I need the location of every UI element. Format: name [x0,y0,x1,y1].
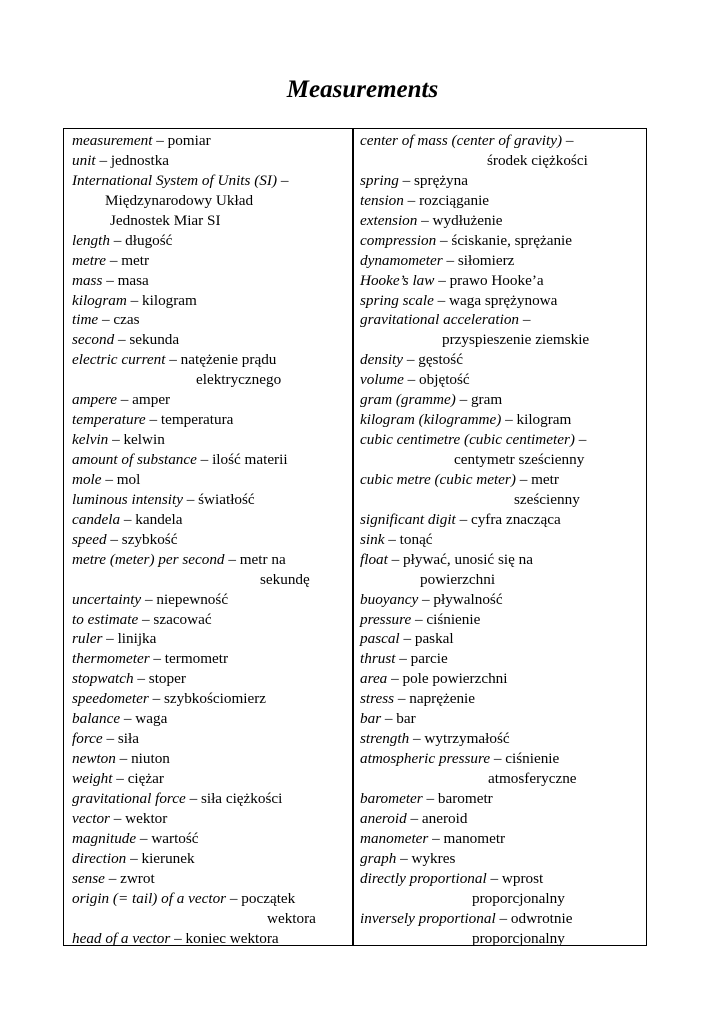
vocab-line [72,849,348,869]
english-term: metre (meter) per second [72,550,225,568]
right-column [360,131,642,948]
english-term: barometer [360,789,423,807]
polish-translation: – ilość materii [196,451,288,468]
polish-translation: proporcjonalny [472,929,565,947]
english-term: origin (= tail) of a vector [72,889,227,907]
vocab-line [72,729,348,749]
english-term: thrust [360,650,396,668]
english-term: cubic centimetre (cubic centimeter) [360,431,575,449]
polish-translation: – sekunda [114,331,180,349]
polish-translation: – koniec wektora [170,929,279,947]
polish-translation: – gram [455,391,503,409]
polish-translation: centymetr sześcienny [454,451,585,468]
english-term: magnitude [72,829,137,847]
english-term: inversely proportional [360,909,496,927]
vocab-line [72,390,348,410]
vocab-line [72,211,348,231]
english-term: tension [360,191,404,209]
vocab-line [72,510,348,530]
vocab-line [360,450,642,470]
english-term: Hooke’s law [360,271,435,289]
polish-translation: – pływalność [418,590,503,608]
english-term: mole [72,470,102,488]
polish-translation: sześcienny [514,490,580,508]
english-term: gram (gramme) [360,391,456,409]
polish-translation: – [574,431,587,449]
vocab-line [360,729,642,749]
polish-translation: – długość [109,231,173,249]
english-term: kelvin [72,431,109,449]
vocab-line [360,689,642,709]
polish-translation: – [277,171,289,189]
vocab-line [360,490,642,510]
vocab-line [360,649,642,669]
polish-translation: – zwrot [104,869,155,887]
vocab-line [72,131,348,151]
english-term: length [72,231,110,249]
vocab-line [360,350,642,370]
english-term: gravitational force [72,789,186,807]
polish-translation: – czas [98,311,140,329]
polish-translation: – cyfra znacząca [455,510,561,528]
english-term: graph [360,849,397,867]
english-term: spring [360,171,399,189]
vocab-line [360,789,642,809]
polish-translation: – jednostka [95,151,170,169]
polish-translation: – pole powierzchni [387,670,508,688]
vocab-line [72,330,348,350]
polish-translation: – paskal [399,630,454,648]
english-term: sink [360,530,385,548]
polish-translation: sekundę [260,570,310,588]
english-term: bar [360,710,382,728]
polish-translation: – metr na [224,550,286,568]
vocab-line [360,231,642,251]
vocab-line [360,809,642,829]
polish-translation: – objętość [403,371,470,389]
english-term: second [72,331,115,349]
vocab-line [72,530,348,550]
polish-translation: Jednostek Miar SI [110,211,221,229]
english-term: density [360,351,404,369]
english-term: measurement [72,132,153,149]
vocab-line [72,550,348,570]
vocab-line [72,929,348,949]
polish-translation: – pomiar [152,132,211,149]
vocab-line [72,470,348,490]
english-term: kilogram [72,291,127,309]
english-term: gravitational acceleration [360,311,520,329]
vocab-line [360,629,642,649]
vocab-line [360,370,642,390]
vocab-line [360,310,642,330]
polish-translation: – parcie [395,650,448,668]
polish-translation: – manometr [428,829,506,847]
english-term: pascal [360,630,400,648]
vocab-line [72,809,348,829]
english-term: ampere [72,391,117,409]
vocab-line [72,410,348,430]
vocab-line [360,211,642,231]
vocab-line [360,171,642,191]
polish-translation: – natężenie prądu [165,351,277,369]
english-term: speedometer [72,690,149,708]
polish-translation: – kierunek [126,849,195,867]
english-term: directly proportional [360,869,487,887]
english-term: buoyancy [360,590,419,608]
polish-translation: – szybkościomierz [148,690,267,708]
english-term: amount of substance [72,451,197,468]
polish-translation: – amper [116,391,171,409]
polish-translation: – stoper [133,670,186,688]
vocab-line [72,669,348,689]
polish-translation: proporcjonalny [472,889,565,907]
vocabulary-table [63,128,647,946]
vocab-line [360,849,642,869]
polish-translation: – prawo Hooke’a [434,271,544,289]
polish-translation: Międzynarodowy Układ [105,191,254,209]
vocab-line [72,191,348,211]
english-term: center of mass (center of gravity) [360,132,563,149]
polish-translation: – temperatura [145,411,234,429]
english-term: temperature [72,411,146,429]
english-term: strength [360,730,410,748]
vocab-line [72,649,348,669]
vocab-line [72,350,348,370]
english-term: time [72,311,99,329]
polish-translation: – metr [515,470,559,488]
polish-translation: środek ciężkości [487,151,588,169]
vocab-line [72,310,348,330]
english-term: aneroid [360,809,407,827]
polish-translation: – ściskanie, sprężanie [436,231,573,249]
english-term: force [72,730,103,748]
page-title: Measurements [286,76,439,103]
polish-translation: – mol [101,470,141,488]
polish-translation: – rozciąganie [403,191,490,209]
polish-translation: – sprężyna [398,171,468,189]
polish-translation: powierzchni [420,570,496,588]
english-term: head of a vector [72,929,171,947]
polish-translation: – ciśnienie [411,610,481,628]
vocab-line [72,570,348,590]
vocab-line [72,689,348,709]
vocab-line [72,450,348,470]
english-term: ruler [72,630,103,648]
polish-translation: – wykres [396,849,456,867]
polish-translation: – linijka [102,630,157,648]
vocab-line [360,929,642,949]
vocab-line [360,470,642,490]
english-term: International System of Units (SI) [72,171,278,189]
english-term: sense [72,869,105,887]
polish-translation: – naprężenie [394,690,475,708]
polish-translation: – kilogram [126,291,197,309]
vocab-line [360,709,642,729]
vocab-line [72,789,348,809]
vocab-line [72,271,348,291]
vocab-line [360,530,642,550]
polish-translation: – metr [106,251,150,269]
english-term: mass [72,271,103,289]
vocab-line [72,629,348,649]
vocab-line [72,231,348,251]
vocab-line [72,151,348,171]
english-term: atmospheric pressure [360,750,491,768]
polish-translation: – wydłużenie [417,211,503,229]
vocab-line [72,251,348,271]
vocab-line [360,251,642,271]
polish-translation: – wartość [136,829,199,847]
polish-translation: – kilogram [501,411,572,429]
polish-translation: – siła [102,730,139,748]
english-term: volume [360,371,404,389]
english-term: pressure [360,610,412,628]
vocab-line [360,131,642,151]
vocab-line [72,490,348,510]
vocab-line [360,570,642,590]
vocab-line [360,749,642,769]
polish-translation: – barometr [422,789,493,807]
english-term: metre [72,251,107,269]
english-term: to estimate [72,610,139,628]
vocab-line [360,909,642,929]
polish-translation: – masa [102,271,149,289]
vocab-line [360,829,642,849]
vocab-line [72,869,348,889]
english-term: compression [360,231,437,249]
polish-translation: – początek [226,889,296,907]
english-term: vector [72,809,110,827]
vocab-line [360,151,642,171]
polish-translation: – wektor [109,809,168,827]
polish-translation: – gęstość [403,351,463,369]
vocab-line [72,430,348,450]
vocab-line [360,550,642,570]
english-term: float [360,550,388,568]
polish-translation: wektora [267,909,316,927]
vocab-line [360,889,642,909]
vocab-line [72,829,348,849]
polish-translation: – aneroid [406,809,468,827]
polish-translation: – niepewność [141,590,229,608]
vocab-line [72,769,348,789]
english-term: electric current [72,351,166,369]
vocab-line [72,709,348,729]
polish-translation: – kandela [120,510,183,528]
polish-translation: – odwrotnie [495,909,573,927]
polish-translation: – tonąć [384,530,433,548]
column-divider [352,129,354,945]
polish-translation: – siłomierz [442,251,515,269]
english-term: balance [72,710,121,728]
vocab-line [360,769,642,789]
polish-translation: – niuton [115,750,170,768]
vocab-line [360,430,642,450]
vocab-line [360,669,642,689]
english-term: newton [72,750,116,768]
vocab-line [72,370,348,390]
vocab-line [72,610,348,630]
vocab-line [72,909,348,929]
english-term: luminous intensity [72,490,183,508]
english-term: cubic metre (cubic meter) [360,470,516,488]
polish-translation: – pływać, unosić się na [387,550,533,568]
vocab-line [72,749,348,769]
polish-translation: – bar [381,710,416,728]
english-term: unit [72,151,96,169]
english-term: spring scale [360,291,434,309]
english-term: dynamometer [360,251,443,269]
english-term: direction [72,849,127,867]
english-term: manometer [360,829,429,847]
polish-translation: – waga sprężynowa [433,291,558,309]
vocab-line [360,869,642,889]
english-term: thermometer [72,650,150,668]
polish-translation: elektrycznego [196,371,282,389]
vocab-line [72,291,348,311]
polish-translation: – termometr [149,650,229,668]
polish-translation: atmosferyczne [488,770,577,787]
left-column [72,131,348,948]
english-term: uncertainty [72,590,142,608]
polish-translation: – wytrzymałość [409,730,510,748]
polish-translation: – siła ciężkości [185,789,283,807]
vocab-line [72,590,348,610]
vocab-line [360,610,642,630]
vocab-line [360,330,642,350]
english-term: weight [72,770,113,787]
polish-translation: – ciężar [112,770,164,787]
vocab-line [360,191,642,211]
vocab-line [72,889,348,909]
english-term: kilogram (kilogramme) [360,411,502,429]
polish-translation: – waga [120,710,168,728]
english-term: stress [360,690,395,708]
polish-translation: – światłość [182,490,255,508]
vocab-line [72,171,348,191]
english-term: candela [72,510,121,528]
vocab-line [360,291,642,311]
english-term: speed [72,530,107,548]
polish-translation: – [519,311,531,329]
polish-translation: – szacować [138,610,212,628]
english-term: extension [360,211,418,229]
english-term: significant digit [360,510,456,528]
polish-translation: – wprost [486,869,544,887]
polish-translation: – ciśnienie [490,750,560,768]
english-term: area [360,670,388,688]
polish-translation: – szybkość [106,530,178,548]
english-term: stopwatch [72,670,134,688]
vocab-line [360,271,642,291]
polish-translation: przyspieszenie ziemskie [442,331,590,349]
polish-translation: – kelwin [108,431,165,449]
polish-translation: – [562,132,574,149]
vocab-line [360,590,642,610]
vocab-line [360,510,642,530]
vocab-line [360,410,642,430]
vocab-line [360,390,642,410]
